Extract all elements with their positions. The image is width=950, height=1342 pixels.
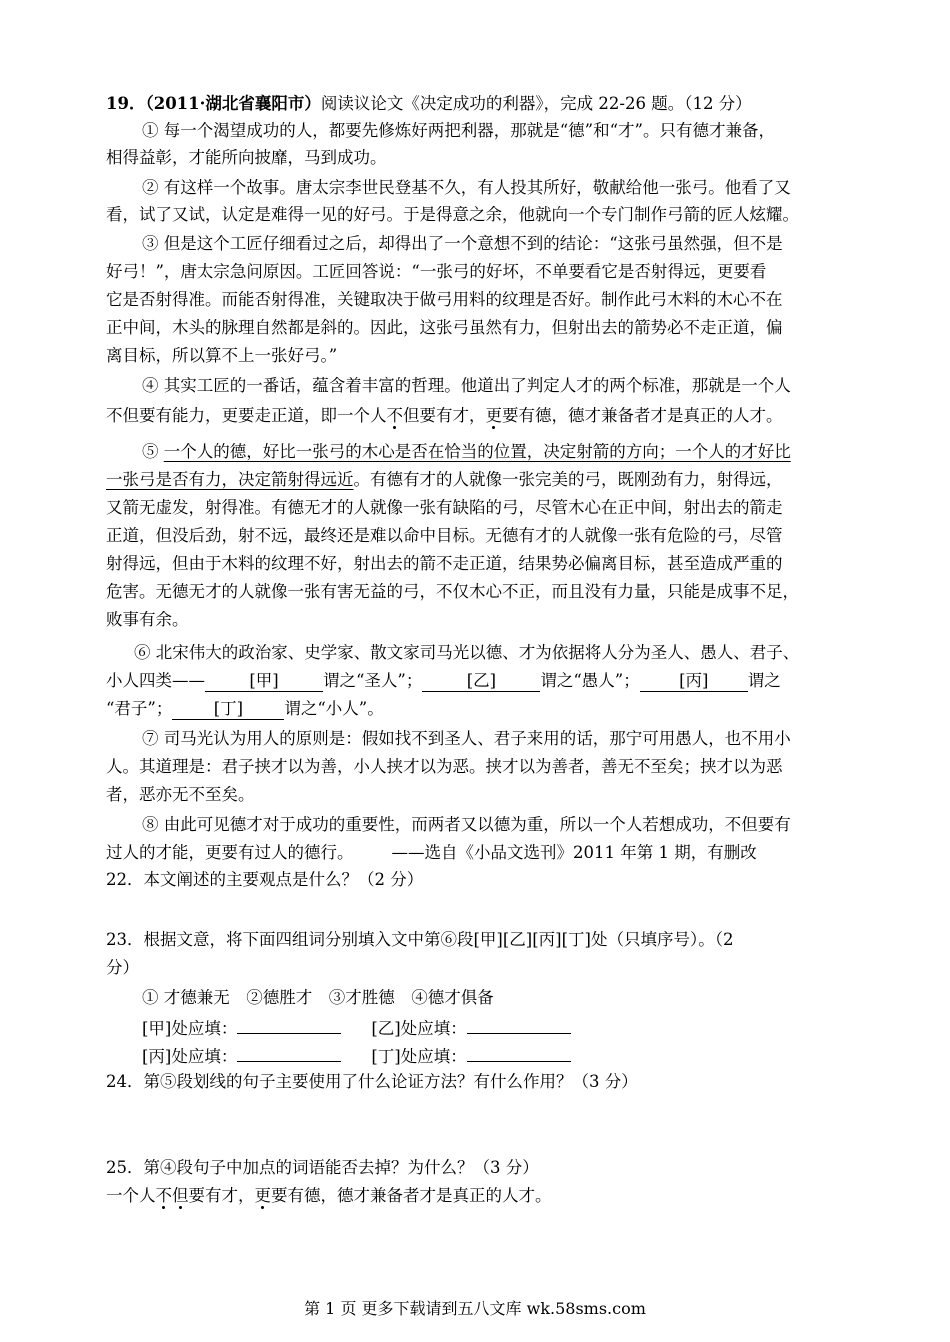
paragraph-3-line: 正中间，木头的脉理自然都是斜的。因此，这张弓虽然有力，但射出去的箭势必不走正道，偏 bbox=[106, 318, 783, 337]
page-footer: 第 1 页 更多下载请到五八文库 wk.58sms.com bbox=[304, 1299, 646, 1318]
dotted-word: 但 bbox=[172, 1186, 189, 1205]
paragraph-2-line: ② 有这样一个故事。唐太宗李世民登基不久，有人投其所好，敬献给他一张弓。他看了又 bbox=[142, 178, 791, 197]
paragraph-7-line: 人。其道理是：君子挟才以为善，小人挟才以为恶。挟才以为善者，善无不至矣；挟才以为恶 bbox=[106, 757, 783, 776]
paragraph-5-line bbox=[106, 468, 783, 492]
paragraph-4-line: ④ 其实工匠的一番话，蕴含着丰富的哲理。他道出了判定人才的两个标准，那就是一个人 bbox=[142, 376, 791, 395]
text-span: 谓之“圣人”； bbox=[323, 671, 423, 690]
question-24: 24．第⑤段划线的句子主要使用了什么论证方法？有什么作用？（3 分） bbox=[106, 1072, 638, 1091]
paragraph-5-line: 危害。无德无才的人就像一张有害无益的弓，不仅木心不正，而且没有力量，只能是成事不足， bbox=[106, 582, 799, 601]
paragraph-5-line: 射得远，但由于木料的纹理不好，射出去的箭不走正道，结果势必偏离目标，甚至造成严重的 bbox=[106, 554, 783, 573]
text-span: 要有才， bbox=[188, 1186, 255, 1205]
paragraph-4-line bbox=[106, 404, 783, 428]
dotted-word: 更 bbox=[254, 1186, 271, 1205]
answer-blank-jia[interactable] bbox=[237, 1015, 341, 1034]
question-25: 25．第④段句子中加点的词语能否去掉？为什么？（3 分） bbox=[106, 1158, 539, 1177]
paragraph-5-line: 又箭无虚发，射得准。有德无才的人就像一张有缺陷的弓，尽管木心在正中间，射出去的箭走 bbox=[106, 498, 783, 517]
answer-row bbox=[142, 1015, 571, 1041]
text-span: 要有德，德才兼备者才是真正的人才。 bbox=[502, 406, 783, 425]
dotted-word: 更 bbox=[485, 406, 502, 425]
paragraph-8-line bbox=[106, 841, 757, 865]
paragraph-5-line: 正道，但没后劲，射不远，最终还是难以命中目标。无德有才的人就像一张有危险的弓，尽管 bbox=[106, 526, 783, 545]
text-span: 但要有才， bbox=[403, 406, 486, 425]
paragraph-5-line bbox=[142, 440, 791, 464]
paragraph-7-line: ⑦ 司马光认为用人的原则是：假如找不到圣人、君子来用的话，那宁可用愚人，也不用小 bbox=[142, 729, 791, 748]
answer-label: [丁]处应填： bbox=[371, 1047, 467, 1066]
question-23-options: ① 才德兼无 ②德胜才 ③才胜德 ④德才俱备 bbox=[142, 988, 494, 1007]
question-23: 分） bbox=[106, 958, 139, 977]
answer-row bbox=[142, 1043, 571, 1069]
paragraph-7-line: 者，恶亦无不至矣。 bbox=[106, 785, 255, 804]
blank-ding: [丁] bbox=[172, 699, 284, 720]
text-span: “君子”； bbox=[106, 699, 173, 718]
paragraph-1-line: 相得益彰，才能所向披靡，马到成功。 bbox=[106, 148, 387, 167]
paragraph-6-line: ⑥ 北宋伟大的政治家、史学家、散文家司马光以德、才为依据将人分为圣人、愚人、君子、 bbox=[134, 643, 800, 662]
paragraph-3-line: 它是否射得准。而能否射得准，关键取决于做弓用料的纹理是否好。制作此弓木料的木心不在 bbox=[106, 290, 783, 309]
text-span: 要有德，德才兼备者才是真正的人才。 bbox=[271, 1186, 552, 1205]
answer-label: [丙]处应填： bbox=[142, 1047, 238, 1066]
blank-jia: [甲] bbox=[205, 671, 323, 692]
paragraph-3-line: 离目标，所以算不上一张好弓。” bbox=[106, 346, 338, 365]
question-25-sentence bbox=[106, 1184, 552, 1208]
paragraph-6-line bbox=[106, 669, 781, 693]
question-19-number: 19． bbox=[106, 94, 146, 113]
underlined-sentence: 一个人的德，好比一张弓的木心是否在恰当的位置，决定射箭的方向；一个人的才好比 bbox=[163, 442, 791, 461]
answer-label: [乙]处应填： bbox=[371, 1019, 467, 1038]
text-span: 谓之 bbox=[747, 671, 781, 690]
underlined-sentence: 一张弓是否有力，决定箭射得远近 bbox=[106, 470, 354, 489]
text-span: 谓之“小人”。 bbox=[284, 699, 384, 718]
text-span: 。有德有才的人就像一张完美的弓，既刚劲有力，射得远， bbox=[353, 470, 783, 489]
answer-blank-ding[interactable] bbox=[467, 1043, 571, 1062]
answer-blank-bing[interactable] bbox=[237, 1043, 341, 1062]
blank-bing: [丙] bbox=[640, 671, 748, 692]
paragraph-5-line: 败事有余。 bbox=[106, 610, 189, 629]
paragraph-2-line: 看，试了又试，认定是难得一见的好弓。于是得意之余，他就向一个专门制作弓箭的匠人炫耀。 bbox=[106, 205, 799, 224]
paragraph-3-line: 好弓！”，唐太宗急问原因。工匠回答说：“一张弓的好坏，不单要看它是否射得远，更要看 bbox=[106, 262, 767, 281]
question-19-intro: 阅读议论文《决定成功的利器》，完成 22-26 题。（12 分） bbox=[320, 94, 752, 113]
question-19-source: （2011·湖北省襄阳市） bbox=[145, 94, 321, 113]
paragraph-6-line bbox=[106, 697, 384, 721]
blank-yi: [乙] bbox=[422, 671, 540, 692]
passage-source: ——选自《小品文选刊》2011 年第 1 期，有删改 bbox=[391, 843, 757, 862]
answer-label: [甲]处应填： bbox=[142, 1019, 238, 1038]
text-span: 过人的才能，更要有过人的德行。 bbox=[106, 843, 354, 862]
dotted-word: 不 bbox=[155, 1186, 172, 1205]
question-19-header bbox=[106, 92, 752, 116]
question-22: 22．本文阐述的主要观点是什么？（2 分） bbox=[106, 870, 424, 889]
text-span: 谓之“愚人”； bbox=[540, 671, 640, 690]
paragraph-3-line: ③ 但是这个工匠仔细看过之后，却得出了一个意想不到的结论：“这张弓虽然强，但不是 bbox=[142, 234, 783, 253]
question-23: 23．根据文意，将下面四组词分别填入文中第⑥段[甲][乙][丙][丁]处（只填序号）。（2 bbox=[106, 930, 734, 949]
text-span: 不但要有能力，更要走正道，即一个人 bbox=[106, 406, 387, 425]
paragraph-8-line: ⑧ 由此可见德才对于成功的重要性，而两者又以德为重，所以一个人若想成功，不但要有 bbox=[142, 815, 791, 834]
answer-blank-yi[interactable] bbox=[467, 1015, 571, 1034]
dotted-word: 不 bbox=[386, 406, 403, 425]
paragraph-1-line: ① 每一个渴望成功的人，都要先修炼好两把利器，那就是“德”和“才”。只有德才兼备， bbox=[142, 121, 775, 140]
text-span: 小人四类—— bbox=[106, 671, 205, 690]
text-span: 一个人 bbox=[106, 1186, 156, 1205]
paragraph-5-number: ⑤ bbox=[142, 442, 164, 461]
